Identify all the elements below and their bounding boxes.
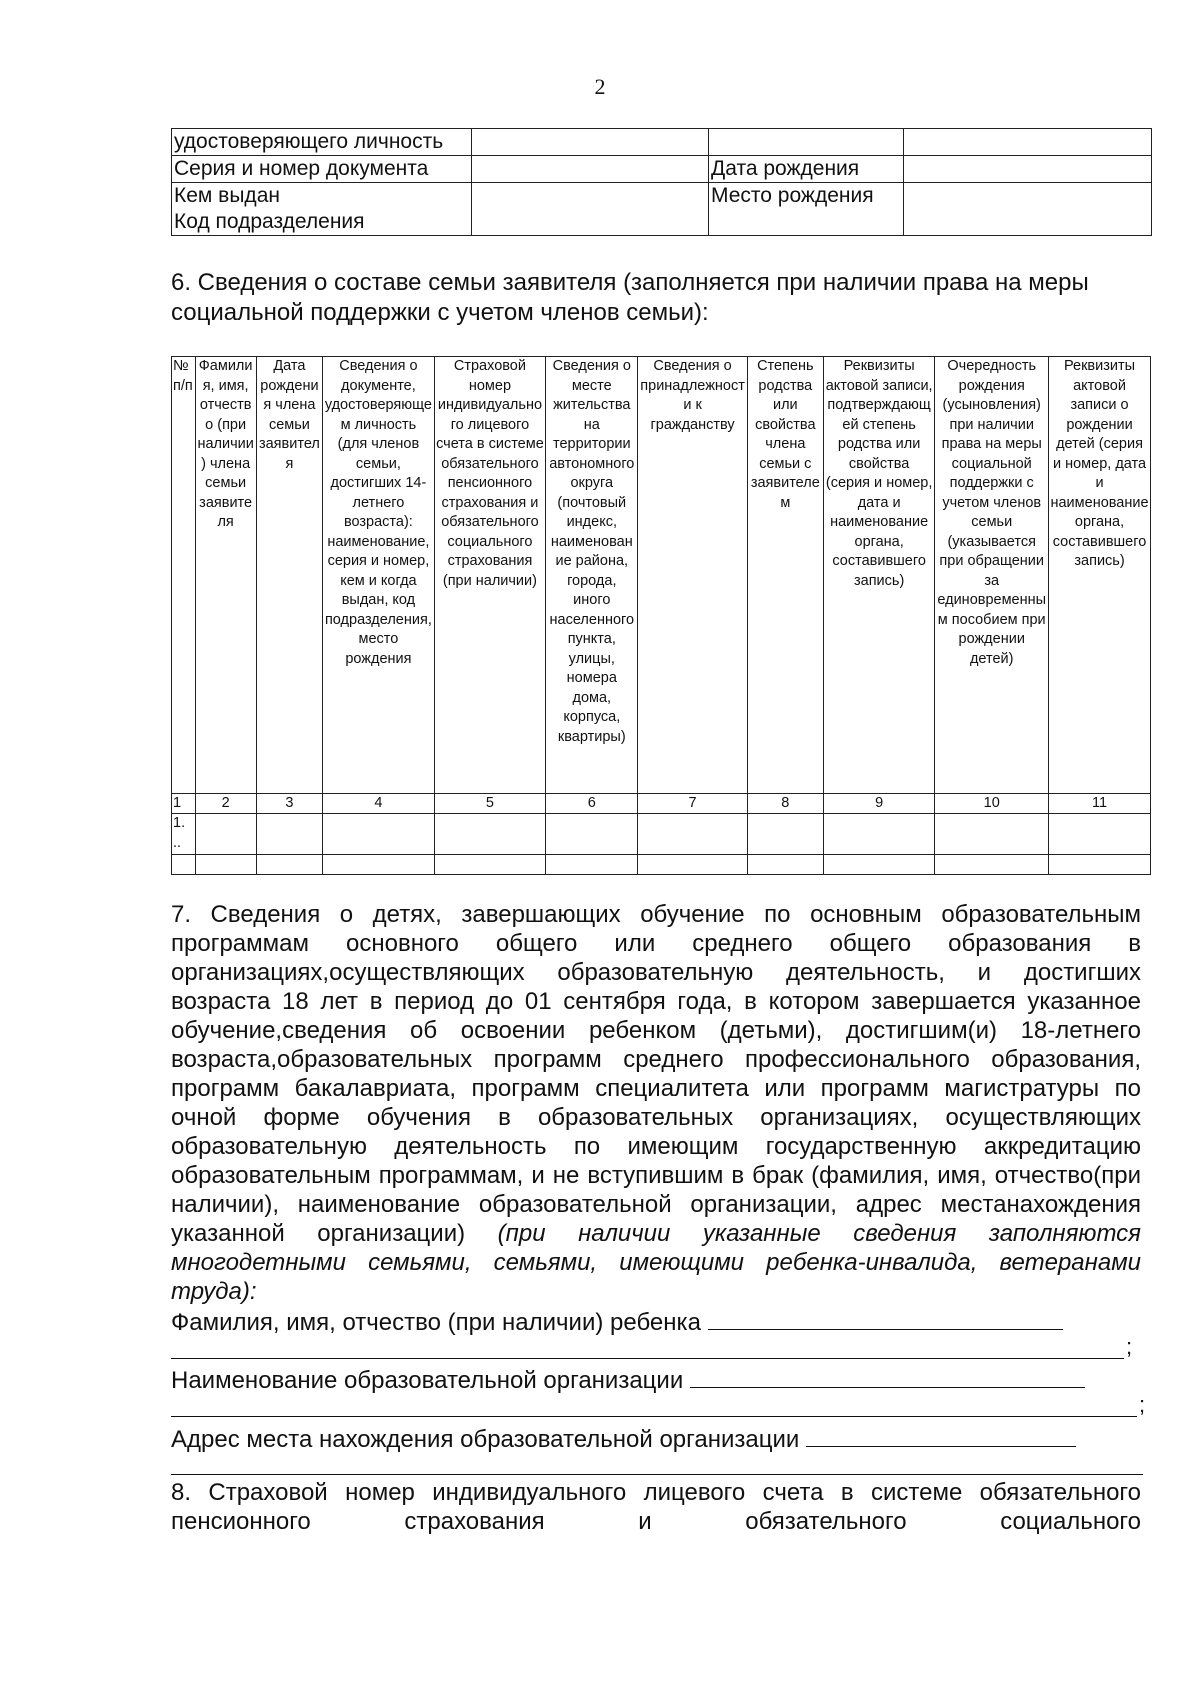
table-cell[interactable] (323, 855, 435, 875)
identity-empty-cell (709, 129, 904, 156)
child-name-label: Фамилия, имя, отчество (при наличии) ребенка (171, 1309, 701, 1336)
column-number: 9 (823, 794, 935, 814)
org-address-input-line[interactable] (806, 1422, 1076, 1447)
section-8-body: 8. Страховой номер индивидуального лицевого счета в системе обязательного пенсионного страхования и обязательного социального (171, 1479, 1141, 1535)
org-name-field (171, 1363, 1085, 1395)
table-cell[interactable] (935, 855, 1049, 875)
series-number-label: Серия и номер документа (172, 156, 472, 183)
row-marker: 1. .. (172, 814, 196, 855)
table-cell[interactable] (256, 814, 322, 855)
table-cell[interactable] (195, 855, 256, 875)
table-cell[interactable] (172, 855, 196, 875)
table-cell[interactable] (546, 855, 638, 875)
org-address-label: Адрес места нахождения образовательной организации (171, 1426, 800, 1453)
table-cell[interactable] (747, 814, 823, 855)
section-7-note: (при наличии указанные сведения заполняются многодетными семьями, семьями, имеющими ребенка-инвалида, ветеранами труда): (171, 1220, 1142, 1305)
series-number-value[interactable] (472, 156, 709, 183)
family-composition-table (171, 356, 1151, 875)
child-name-field (171, 1305, 1063, 1337)
issued-by-text: Кем выдан (174, 184, 280, 207)
column-number: 7 (638, 794, 747, 814)
column-number: 1 (172, 794, 196, 814)
identity-doc-value[interactable] (472, 129, 709, 156)
line-terminator: ; (1139, 1392, 1146, 1417)
table-cell[interactable] (823, 814, 935, 855)
line-terminator: ; (1126, 1334, 1133, 1359)
section-6-heading: 6. Сведения о составе семьи заявителя (заполняется при наличии права на меры социальной поддержки с учетом членов семьи): (171, 269, 1089, 326)
column-number: 2 (195, 794, 256, 814)
column-number: 8 (747, 794, 823, 814)
column-number: 3 (256, 794, 322, 814)
header-act-record-kinship: Реквизиты актовой записи, подтверждающей степень родства или свойства (серия и номер, дата и наименование органа, составившего запись) (823, 357, 935, 794)
table-cell[interactable] (434, 814, 546, 855)
header-birth-order: Очередность рождения (усыновления) при наличии права на меры социальной поддержки с учетом членов семьи (указывается при обращении за единовременным пособием при рождении детей) (935, 357, 1049, 794)
table-cell[interactable] (638, 855, 747, 875)
table-cell[interactable] (256, 855, 322, 875)
table-cell[interactable] (546, 814, 638, 855)
header-citizenship: Сведения о принадлежности к гражданству (638, 357, 747, 794)
section-7-text: 7. Сведения о детях, завершающих обучение по основным образовательным программам основного общего или среднего общего образования в организациях,осуществляющих образовательную деятельность, и достигших возраста 18 лет в период до 01 сентября года, в котором завершается указанное обучение,сведения об освоении ребенком (детьми), достигшим(и) 18-летнего возраста,образовательных программ среднего профессионального образования, программ бакалавриата, программ специалитета или программ магистратуры по очной форме обучения в образовательных организациях, осуществляющих образовательную деятельность по имеющим государственную аккредитацию образовательным программам, и не вступившим в брак (фамилия, имя, отчество(при наличии), наименование образовательной организации, адрес местанахождения указанной организации) (171, 901, 1141, 1247)
identity-document-table (171, 128, 1152, 236)
org-address-field (171, 1422, 1076, 1454)
issued-by-label (172, 183, 472, 236)
header-number: № п/п (172, 357, 196, 794)
column-number: 11 (1049, 794, 1151, 814)
child-name-input-line[interactable] (708, 1305, 1063, 1330)
org-name-continuation-line[interactable] (171, 1416, 1137, 1417)
child-name-continuation-line[interactable] (171, 1358, 1124, 1359)
table-cell[interactable] (323, 814, 435, 855)
section-7-body (171, 900, 1141, 1306)
issued-by-value[interactable] (472, 183, 709, 236)
table-cell[interactable] (1049, 855, 1151, 875)
header-kinship: Степень родства или свойства члена семьи с заявителем (747, 357, 823, 794)
header-act-record-birth: Реквизиты актовой записи о рождении детей (серия и номер, дата и наименование органа, составившего запись) (1049, 357, 1151, 794)
table-cell[interactable] (747, 855, 823, 875)
birth-date-value[interactable] (904, 156, 1152, 183)
division-code-text: Код подразделения (174, 210, 365, 233)
birth-place-label: Место рождения (709, 183, 904, 236)
header-full-name: Фамилия, имя, отчество (при наличии) члена семьи заявителя (195, 357, 256, 794)
birth-date-label: Дата рождения (709, 156, 904, 183)
column-number: 10 (935, 794, 1049, 814)
identity-empty-cell-2 (904, 129, 1152, 156)
header-identity-document: Сведения о документе, удостоверяющем личность (для членов семьи, достигших 14-летнего возраста): наименование, серия и номер, кем и когда выдан, код подразделения, место рождения (323, 357, 435, 794)
column-number: 4 (323, 794, 435, 814)
table-cell[interactable] (935, 814, 1049, 855)
column-number: 6 (546, 794, 638, 814)
header-birth-date: Дата рождения члена семьи заявителя (256, 357, 322, 794)
table-cell[interactable] (195, 814, 256, 855)
table-cell[interactable] (823, 855, 935, 875)
header-residence: Сведения о месте жительства на территории автономного округа (почтовый индекс, наименование района, города, иного населенного пункта, улицы, номера дома, корпуса, квартиры) (546, 357, 638, 794)
table-cell[interactable] (434, 855, 546, 875)
org-address-continuation-line[interactable] (171, 1474, 1143, 1475)
org-name-label: Наименование образовательной организации (171, 1367, 684, 1394)
birth-place-value[interactable] (904, 183, 1152, 236)
header-snils: Страховой номер индивидуального лицевого счета в системе обязательного пенсионного страхования и обязательного социального страхования (при наличии) (434, 357, 546, 794)
table-cell[interactable] (638, 814, 747, 855)
table-cell[interactable] (1049, 814, 1151, 855)
page-number: 2 (594, 74, 606, 99)
org-name-input-line[interactable] (690, 1363, 1085, 1388)
identity-doc-label: удостоверяющего личность (172, 129, 472, 156)
column-number: 5 (434, 794, 546, 814)
